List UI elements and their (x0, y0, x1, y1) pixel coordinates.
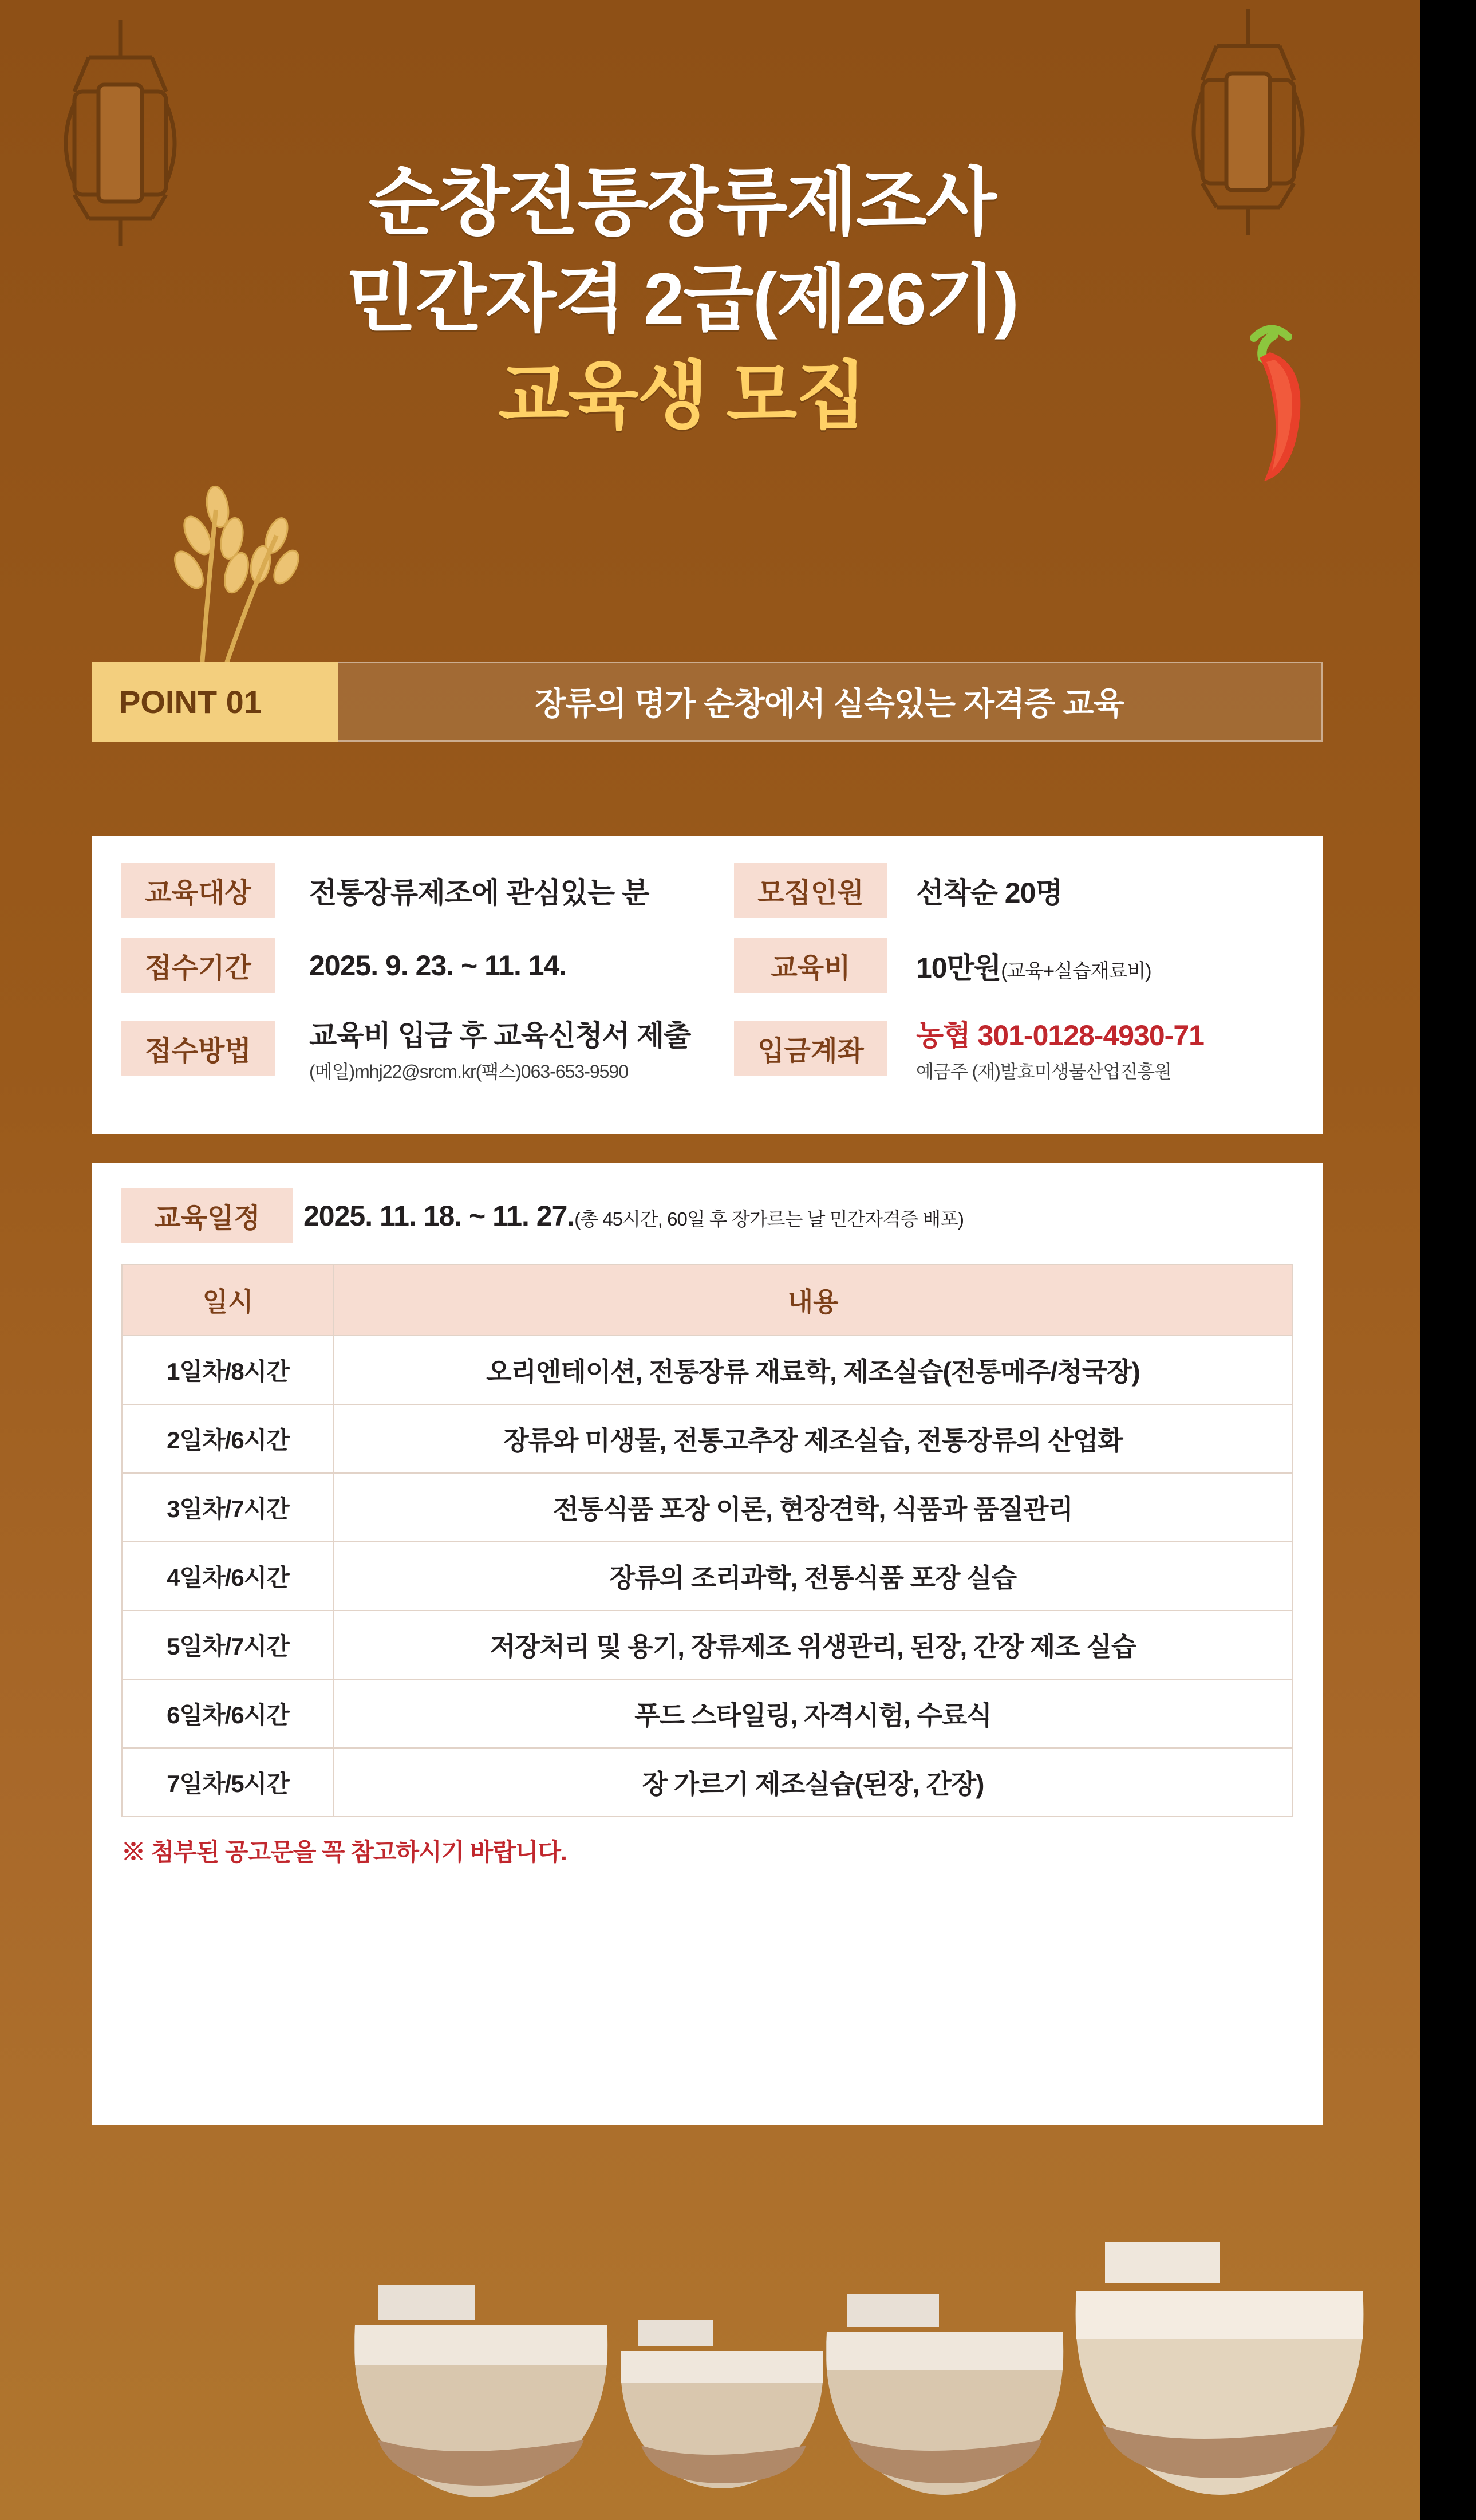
info-grid (121, 863, 1293, 1084)
info-value-capacity: 선착순 20명 (916, 876, 1063, 909)
wheat-icon (140, 475, 329, 687)
title-line-1: 순창전통장류제조사 (368, 162, 996, 243)
row-content: 장 가르기 제조실습(된장, 간장) (334, 1748, 1292, 1817)
poster-title (0, 155, 1364, 445)
fee-note: (교육+실습재료비) (1001, 960, 1151, 982)
table-row (122, 1679, 1292, 1748)
table-row (122, 1611, 1292, 1679)
account-holder: 예금주 (재)발효미생물산업진흥원 (916, 1061, 1171, 1082)
row-content: 오리엔테이션, 전통장류 재료학, 제조실습(전통메주/청국장) (334, 1336, 1292, 1404)
column-header-date: 일시 (122, 1265, 334, 1336)
info-label-account: 입금계좌 (734, 1021, 887, 1076)
info-value-period: 2025. 9. 23. ~ 11. 14. (309, 949, 567, 982)
row-content: 장류와 미생물, 전통고추장 제조실습, 전통장류의 산업화 (334, 1404, 1292, 1473)
info-value-method (299, 1013, 734, 1084)
info-value-fee (906, 945, 1272, 986)
table-row (122, 1404, 1292, 1473)
schedule-note: ※ 첨부된 공고문을 꼭 참고하시기 바랍니다. (121, 1838, 567, 1865)
method-contact: (메일)mhj22@srcm.kr(팩스)063-653-9590 (309, 1061, 629, 1082)
row-date: 1일차/8시간 (122, 1336, 334, 1404)
row-content: 장류의 조리과학, 전통식품 포장 실습 (334, 1542, 1292, 1611)
column-header-content: 내용 (334, 1265, 1292, 1336)
point-tag: POINT 01 (92, 662, 338, 742)
info-card (92, 836, 1323, 1134)
row-content: 전통식품 포장 이론, 현장견학, 식품과 품질관리 (334, 1473, 1292, 1542)
row-date: 6일차/6시간 (122, 1679, 334, 1748)
row-date: 5일차/7시간 (122, 1611, 334, 1679)
point-bar (92, 662, 1323, 742)
table-row (122, 1542, 1292, 1611)
info-value-target: 전통장류제조에 관심있는 분 (309, 876, 649, 909)
info-label-fee: 교육비 (734, 938, 887, 993)
schedule-period-note: (총 45시간, 60일 후 장가르는 날 민간자격증 배포) (574, 1208, 964, 1230)
info-label-target: 교육대상 (121, 863, 275, 918)
title-line-3: 교육생 모집 (498, 355, 866, 437)
row-content: 푸드 스타일링, 자격시험, 수료식 (334, 1679, 1292, 1748)
schedule-period-dates: 2025. 11. 18. ~ 11. 27. (303, 1199, 575, 1232)
row-date: 3일차/7시간 (122, 1473, 334, 1542)
row-date: 7일차/5시간 (122, 1748, 334, 1817)
info-label-capacity: 모집인원 (734, 863, 887, 918)
title-line-2: 민간자격 2급(제26기) (346, 258, 1018, 340)
table-row (122, 1748, 1292, 1817)
schedule-table (121, 1264, 1293, 1817)
row-content: 저장처리 및 용기, 장류제조 위생관리, 된장, 간장 제조 실습 (334, 1611, 1292, 1679)
account-number: 농협 301-0128-4930-71 (916, 1019, 1204, 1052)
schedule-header (121, 1188, 1293, 1243)
table-row (122, 1473, 1292, 1542)
point-text: 장류의 명가 순창에서 실속있는 자격증 교육 (338, 662, 1323, 742)
row-date: 2일차/6시간 (122, 1404, 334, 1473)
method-main: 교육비 입금 후 교육신청서 제출 (309, 1019, 691, 1052)
info-label-period: 접수기간 (121, 938, 275, 993)
schedule-label: 교육일정 (121, 1188, 293, 1243)
info-label-method: 접수방법 (121, 1021, 275, 1076)
row-date: 4일차/6시간 (122, 1542, 334, 1611)
table-header-row (122, 1265, 1292, 1336)
table-row (122, 1336, 1292, 1404)
schedule-card (92, 1163, 1323, 2125)
fee-amount: 10만원 (916, 951, 1001, 984)
onggi-jars-illustration (0, 2165, 1420, 2520)
info-value-account (906, 1013, 1272, 1084)
schedule-period (293, 1199, 964, 1233)
